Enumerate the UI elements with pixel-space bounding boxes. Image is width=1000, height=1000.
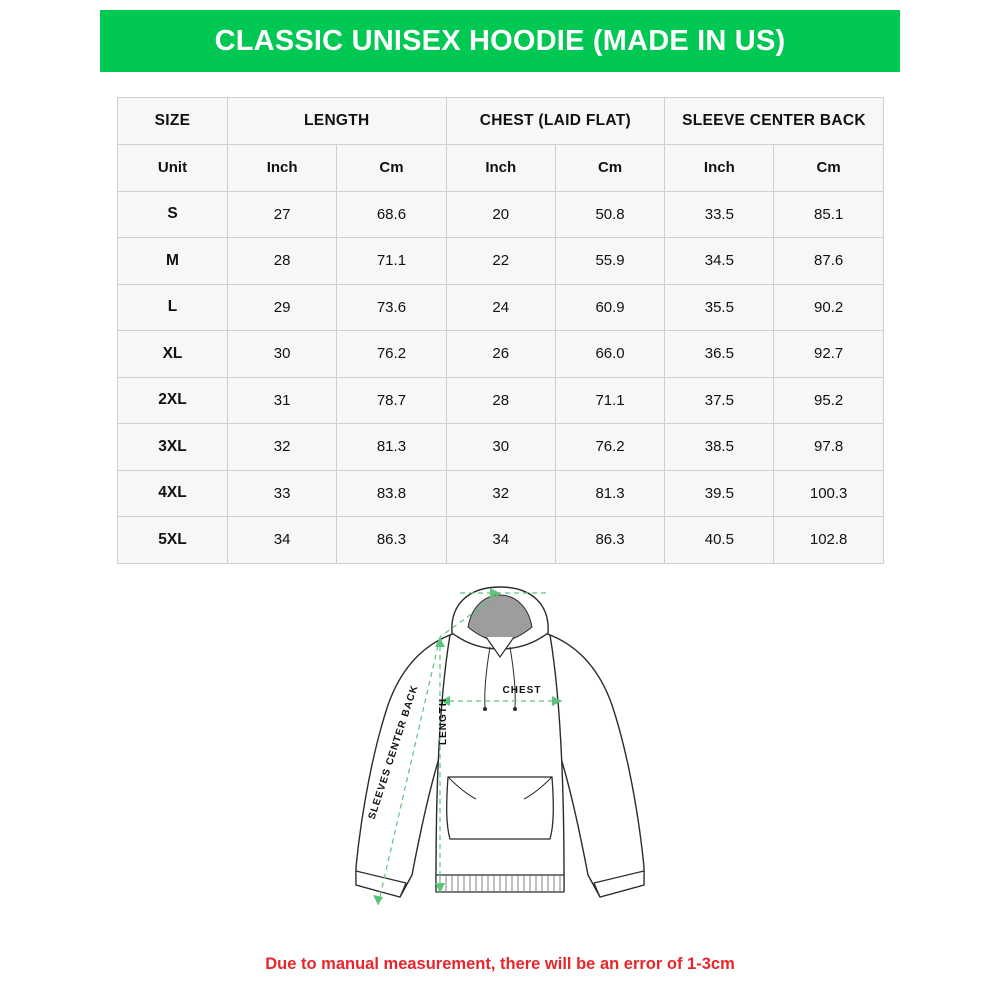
cell-sleeve-inch: 33.5 xyxy=(665,191,774,238)
page-title: CLASSIC UNISEX HOODIE (MADE IN US) xyxy=(214,24,786,57)
cell-length-cm: 73.6 xyxy=(337,284,446,331)
column-header-length: LENGTH xyxy=(228,98,447,145)
cell-length-cm: 81.3 xyxy=(337,424,446,471)
hoodie-diagram xyxy=(300,575,700,925)
unit-length-inch: Inch xyxy=(228,145,337,192)
label-chest: CHEST xyxy=(502,685,542,696)
cell-chest-inch: 34 xyxy=(446,517,555,564)
cell-length-cm: 83.8 xyxy=(337,470,446,517)
cell-length-cm: 86.3 xyxy=(337,517,446,564)
cell-chest-inch: 22 xyxy=(446,238,555,285)
cell-chest-cm: 66.0 xyxy=(555,331,664,378)
table-row xyxy=(118,470,884,517)
row-size-label: 4XL xyxy=(118,470,228,517)
table-row xyxy=(118,517,884,564)
cell-chest-inch: 20 xyxy=(446,191,555,238)
cell-chest-inch: 24 xyxy=(446,284,555,331)
table-group-header-row xyxy=(118,98,884,145)
cell-chest-inch: 30 xyxy=(446,424,555,471)
measurement-disclaimer: Due to manual measurement, there will be an error of 1-3cm xyxy=(265,955,735,973)
cell-sleeve-inch: 35.5 xyxy=(665,284,774,331)
cell-chest-cm: 81.3 xyxy=(555,470,664,517)
cell-length-cm: 68.6 xyxy=(337,191,446,238)
cell-sleeve-inch: 36.5 xyxy=(665,331,774,378)
cell-length-inch: 32 xyxy=(228,424,337,471)
cell-length-cm: 76.2 xyxy=(337,331,446,378)
row-size-label: 3XL xyxy=(118,424,228,471)
cell-sleeve-cm: 85.1 xyxy=(774,191,883,238)
cell-length-cm: 71.1 xyxy=(337,238,446,285)
cell-sleeve-cm: 102.8 xyxy=(774,517,883,564)
cell-chest-cm: 86.3 xyxy=(555,517,664,564)
cell-chest-cm: 71.1 xyxy=(555,377,664,424)
row-size-label: XL xyxy=(118,331,228,378)
cell-sleeve-inch: 38.5 xyxy=(665,424,774,471)
row-size-label: L xyxy=(118,284,228,331)
table-row xyxy=(118,284,884,331)
row-size-label: S xyxy=(118,191,228,238)
cell-chest-cm: 50.8 xyxy=(555,191,664,238)
cell-chest-cm: 76.2 xyxy=(555,424,664,471)
unit-label: Unit xyxy=(118,145,228,192)
cell-length-inch: 31 xyxy=(228,377,337,424)
size-chart-table xyxy=(117,97,884,564)
table-row xyxy=(118,424,884,471)
cell-chest-inch: 28 xyxy=(446,377,555,424)
column-header-sleeve: SLEEVE CENTER BACK xyxy=(665,98,884,145)
cell-length-inch: 30 xyxy=(228,331,337,378)
cell-sleeve-inch: 39.5 xyxy=(665,470,774,517)
cell-sleeve-inch: 37.5 xyxy=(665,377,774,424)
cell-chest-cm: 55.9 xyxy=(555,238,664,285)
unit-sleeve-cm: Cm xyxy=(774,145,883,192)
row-size-label: 2XL xyxy=(118,377,228,424)
row-size-label: M xyxy=(118,238,228,285)
unit-length-cm: Cm xyxy=(337,145,446,192)
cell-chest-inch: 32 xyxy=(446,470,555,517)
cell-length-inch: 29 xyxy=(228,284,337,331)
size-chart-table-wrapper xyxy=(117,97,883,564)
column-header-chest: CHEST (LAID FLAT) xyxy=(446,98,665,145)
cell-sleeve-inch: 40.5 xyxy=(665,517,774,564)
unit-chest-inch: Inch xyxy=(446,145,555,192)
unit-chest-cm: Cm xyxy=(555,145,664,192)
cell-sleeve-cm: 90.2 xyxy=(774,284,883,331)
cell-sleeve-cm: 100.3 xyxy=(774,470,883,517)
label-length: LENGTH xyxy=(438,697,449,745)
cell-length-inch: 33 xyxy=(228,470,337,517)
cell-sleeve-cm: 95.2 xyxy=(774,377,883,424)
cell-chest-inch: 26 xyxy=(446,331,555,378)
cell-sleeve-cm: 87.6 xyxy=(774,238,883,285)
table-row xyxy=(118,331,884,378)
table-row xyxy=(118,191,884,238)
cell-sleeve-inch: 34.5 xyxy=(665,238,774,285)
unit-sleeve-inch: Inch xyxy=(665,145,774,192)
table-row xyxy=(118,377,884,424)
table-row xyxy=(118,238,884,285)
header-banner xyxy=(100,10,900,72)
cell-length-inch: 34 xyxy=(228,517,337,564)
cell-length-inch: 27 xyxy=(228,191,337,238)
cell-chest-cm: 60.9 xyxy=(555,284,664,331)
cell-length-inch: 28 xyxy=(228,238,337,285)
table-unit-row xyxy=(118,145,884,192)
cell-length-cm: 78.7 xyxy=(337,377,446,424)
label-sleeves-center-back: SLEEVES CENTER BACK xyxy=(366,683,421,821)
row-size-label: 5XL xyxy=(118,517,228,564)
cell-sleeve-cm: 92.7 xyxy=(774,331,883,378)
cell-sleeve-cm: 97.8 xyxy=(774,424,883,471)
column-header-size: SIZE xyxy=(118,98,228,145)
